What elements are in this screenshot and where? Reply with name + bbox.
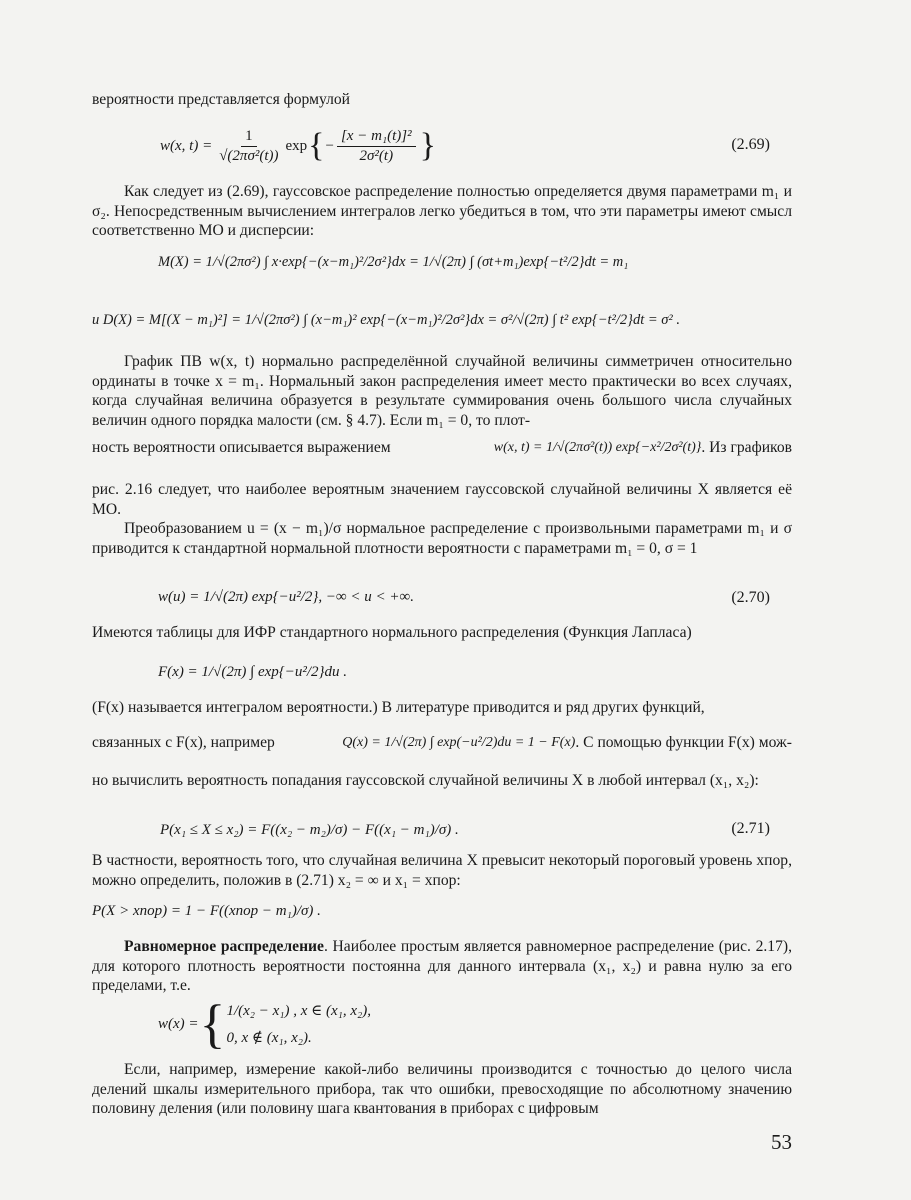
paragraph-1: Как следует из (2.69), гауссовское распределение полностью определяется двумя параметрами m₁ и σ₂. Непосредственным вычислением интегралов легко убедиться в том, что эти параметры имеют смысл соответственно МО и дисперсии: (92, 183, 792, 239)
section-heading-uniform: Равномерное распределение (124, 938, 324, 955)
paragraph-2c: рис. 2.16 следует, что наиболее вероятным значением гауссовской случайной величины X является её МО. (92, 481, 792, 518)
page-number: 53 (771, 1130, 792, 1154)
eq-2-69-fraction (215, 128, 282, 165)
paragraph-2a: График ПВ w(x, t) нормально распределённой случайной величины симметричен относительно ординаты в точке x = m₁. Нормальный закон распределения имеет место практически во всех случаях, когда случайная величина образуется в результате суммирования очень большого числа случайных величин одного порядка малости (см. § 4.7). Если m₁ = 0, то плот- (92, 353, 792, 429)
paragraph-5b (92, 733, 792, 753)
uniform-case-1: 1/(x₂ − x₁) , x ∈ (x₁, x₂), (226, 1003, 371, 1019)
eq-2-69-brace-close: } (419, 127, 436, 164)
para2b-left: ность вероятности описывается выражением (92, 439, 391, 456)
paragraph-7-text: . Наиболее простым является равномерное распределение (рис. 2.17), для которого плотность вероятности постоянна для данного интервала (x₁, x₂) и равна нулю за его пределами, т.е. (92, 938, 792, 994)
para2b-right: . Из графиков (701, 439, 792, 456)
para5b-right: . С помощью функции F(x) мож- (575, 734, 792, 751)
uniform-case-2: 0, x ∉ (x₁, x₂). (226, 1030, 312, 1046)
equation-expectation: M(X) = 1/√(2πσ²) ∫ x·exp{−(x−m₁)²/2σ²}dx = 1/√(2π) ∫ (σt+m₁)exp{−t²/2}dt = m₁ (158, 253, 629, 270)
eq-number-2-69: (2.69) (731, 136, 770, 153)
eq-2-69-num: 1 (241, 128, 257, 147)
equation-variance: и D(X) = M[(X − m₁)²] = 1/√(2πσ²) ∫ (x−m₁)² exp{−(x−m₁)²/2σ²}dx = σ²/√(2π) ∫ t² exp{−t²/2}dt = σ² . (92, 311, 681, 328)
paragraph-7 (92, 937, 792, 996)
eq-number-2-70: (2.70) (731, 589, 770, 606)
eq-2-69-brace-open: { (308, 127, 325, 164)
equation-uniform (158, 994, 371, 1054)
paragraph-4: Имеются таблицы для ИФР стандартного нормального распределения (Функция Лапласа) (92, 624, 692, 641)
para5b-left: связанных с F(x), например (92, 734, 275, 751)
text-line-top: вероятности представляется формулой (92, 91, 351, 108)
eq-2-69-inner-num: [x − m₁(t)]² (337, 128, 416, 147)
eq-2-69-inner-den: 2σ²(t) (359, 147, 394, 164)
equation-2-71: P(x₁ ≤ X ≤ x₂) = F((x₂ − m₂)/σ) − F((x₁ − m₁)/σ) . (160, 821, 459, 838)
equation-threshold: P(X > xпор) = 1 − F((xпор − m₁)/σ) . (92, 902, 321, 919)
eq-2-69-lhs: w(x, t) = (160, 137, 213, 154)
paragraph-5a: (F(x) называется интегралом вероятности.) В литературе приводится и ряд других функций, (92, 699, 705, 716)
equation-2-70: w(u) = 1/√(2π) exp{−u²/2}, −∞ < u < +∞. (158, 588, 414, 605)
paragraph-2b (92, 438, 792, 458)
paragraph-5c: но вычислить вероятность попадания гауссовской случайной величины X в любой интервал (x₁, x₂): (92, 772, 759, 789)
uniform-lhs: w(x) = (158, 1015, 199, 1032)
paragraph-6: В частности, вероятность того, что случайная величина X превысит некоторый пороговый уровень xпор, можно определить, положив в (2.71) x₂ = ∞ и x₁ = xпор: (92, 852, 792, 889)
eq-2-69-exp: exp (285, 137, 308, 154)
equation-2-69: w(x, t) = $\frac{1}{\text{√(2πσ²(t))}}$ exp { − $\frac{\text{[x − m₁(t)]²}}{\text{2σ²(t)}}$ } (160, 127, 436, 164)
paragraph-8: Если, например, измерение какой-либо величины производится с точностью до целого числа делений шкалы измерительного прибора, так что ошибки, превосходящие по абсолютному значению половину деления (или половину шага квантования в приборах с цифровым (92, 1061, 792, 1117)
eq-2-69-den: √(2πσ²(t)) (219, 147, 279, 164)
para2b-formula: w(x, t) = 1/√(2πσ²(t)) exp{−x²/2σ²(t)} (493, 440, 702, 455)
para5b-formula: Q(x) = 1/√(2π) ∫ exp(−u²/2)du = 1 − F(x) (342, 735, 576, 750)
equation-laplace: F(x) = 1/√(2π) ∫ exp{−u²/2}du . (158, 663, 348, 680)
uniform-brace: { (199, 994, 226, 1054)
paragraph-3: Преобразованием u = (x − m₁)/σ нормальное распределение с произвольными параметрами m₁ и σ приводится к стандартной нормальной плотности вероятности с параметрами m₁ = 0, σ = 1 (92, 520, 792, 557)
eq-number-2-71: (2.71) (731, 820, 770, 837)
eq-2-69-inner-fraction (337, 128, 416, 165)
